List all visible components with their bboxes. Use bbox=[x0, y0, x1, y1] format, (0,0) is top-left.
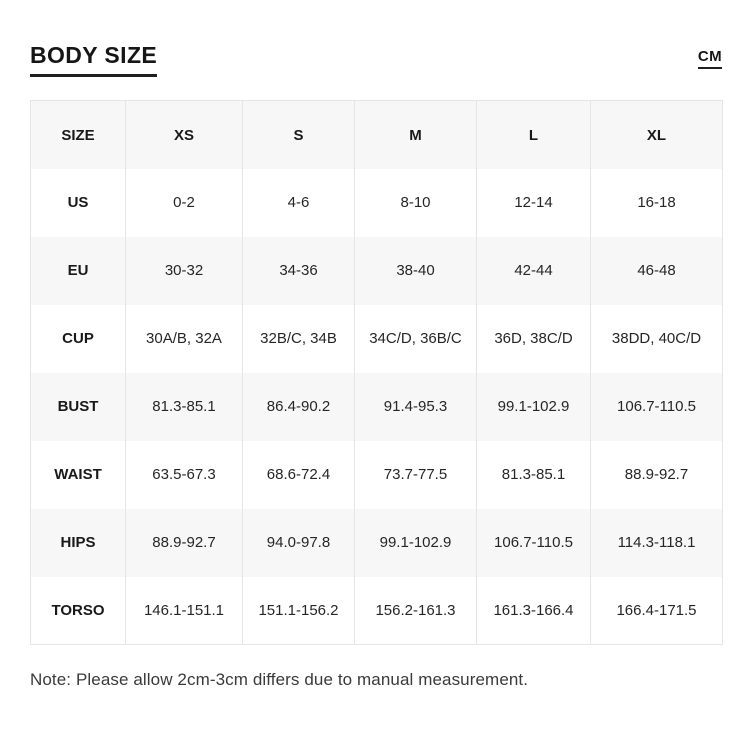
table-cell: 38DD, 40C/D bbox=[591, 305, 723, 373]
row-label-us: US bbox=[67, 194, 89, 212]
table-row-hips bbox=[31, 509, 723, 577]
row-label-bust: BUST bbox=[57, 398, 99, 416]
table-cell: 161.3-166.4 bbox=[477, 577, 591, 645]
chart-header bbox=[30, 42, 722, 77]
table-cell: 46-48 bbox=[591, 237, 723, 305]
table-cell: 30A/B, 32A bbox=[126, 305, 243, 373]
table-cell: 16-18 bbox=[591, 169, 723, 237]
table-cell: 30-32 bbox=[126, 237, 243, 305]
table-row-bust bbox=[31, 373, 723, 441]
table-cell: 156.2-161.3 bbox=[355, 577, 477, 645]
table-cell: 0-2 bbox=[126, 169, 243, 237]
table-cell: 34C/D, 36B/C bbox=[355, 305, 477, 373]
column-header-m: M bbox=[355, 101, 477, 169]
column-header-size: SIZE bbox=[61, 126, 95, 144]
table-cell: 42-44 bbox=[477, 237, 591, 305]
table-cell: 146.1-151.1 bbox=[126, 577, 243, 645]
table-cell: 32B/C, 34B bbox=[243, 305, 355, 373]
table-cell: 88.9-92.7 bbox=[126, 509, 243, 577]
column-header-s: S bbox=[243, 101, 355, 169]
table-row-us bbox=[31, 169, 723, 237]
row-label-waist: WAIST bbox=[54, 466, 102, 484]
column-header-xl: XL bbox=[591, 101, 723, 169]
column-header-l: L bbox=[477, 101, 591, 169]
row-label-hips: HIPS bbox=[60, 534, 96, 552]
table-cell: 94.0-97.8 bbox=[243, 509, 355, 577]
table-cell: 86.4-90.2 bbox=[243, 373, 355, 441]
table-row-waist bbox=[31, 441, 723, 509]
row-label-cup: CUP bbox=[62, 330, 94, 348]
table-cell: 63.5-67.3 bbox=[126, 441, 243, 509]
column-header-xs: XS bbox=[126, 101, 243, 169]
table-cell: 12-14 bbox=[477, 169, 591, 237]
measurement-note: Note: Please allow 2cm-3cm differs due to manual measurement. bbox=[30, 670, 529, 690]
table-cell: 81.3-85.1 bbox=[477, 441, 591, 509]
unit-toggle-cm[interactable]: CM bbox=[698, 48, 722, 69]
table-cell: 88.9-92.7 bbox=[591, 441, 723, 509]
row-label-eu: EU bbox=[67, 262, 89, 280]
table-cell: 73.7-77.5 bbox=[355, 441, 477, 509]
table-row-eu bbox=[31, 237, 723, 305]
table-row-cup bbox=[31, 305, 723, 373]
table-cell: 99.1-102.9 bbox=[477, 373, 591, 441]
page-title: BODY SIZE bbox=[30, 42, 157, 77]
table-cell: 151.1-156.2 bbox=[243, 577, 355, 645]
table-cell: 91.4-95.3 bbox=[355, 373, 477, 441]
table-cell: 106.7-110.5 bbox=[477, 509, 591, 577]
row-label-torso: TORSO bbox=[51, 602, 105, 620]
table-row-torso bbox=[31, 577, 723, 645]
table-cell: 36D, 38C/D bbox=[477, 305, 591, 373]
table-cell: 114.3-118.1 bbox=[591, 509, 723, 577]
table-cell: 34-36 bbox=[243, 237, 355, 305]
body-size-table bbox=[30, 100, 723, 645]
table-header-row bbox=[31, 101, 723, 169]
table-cell: 166.4-171.5 bbox=[591, 577, 723, 645]
table-cell: 99.1-102.9 bbox=[355, 509, 477, 577]
table-cell: 81.3-85.1 bbox=[126, 373, 243, 441]
table-cell: 106.7-110.5 bbox=[591, 373, 723, 441]
table-cell: 8-10 bbox=[355, 169, 477, 237]
table-cell: 68.6-72.4 bbox=[243, 441, 355, 509]
table-cell: 38-40 bbox=[355, 237, 477, 305]
table-cell: 4-6 bbox=[243, 169, 355, 237]
